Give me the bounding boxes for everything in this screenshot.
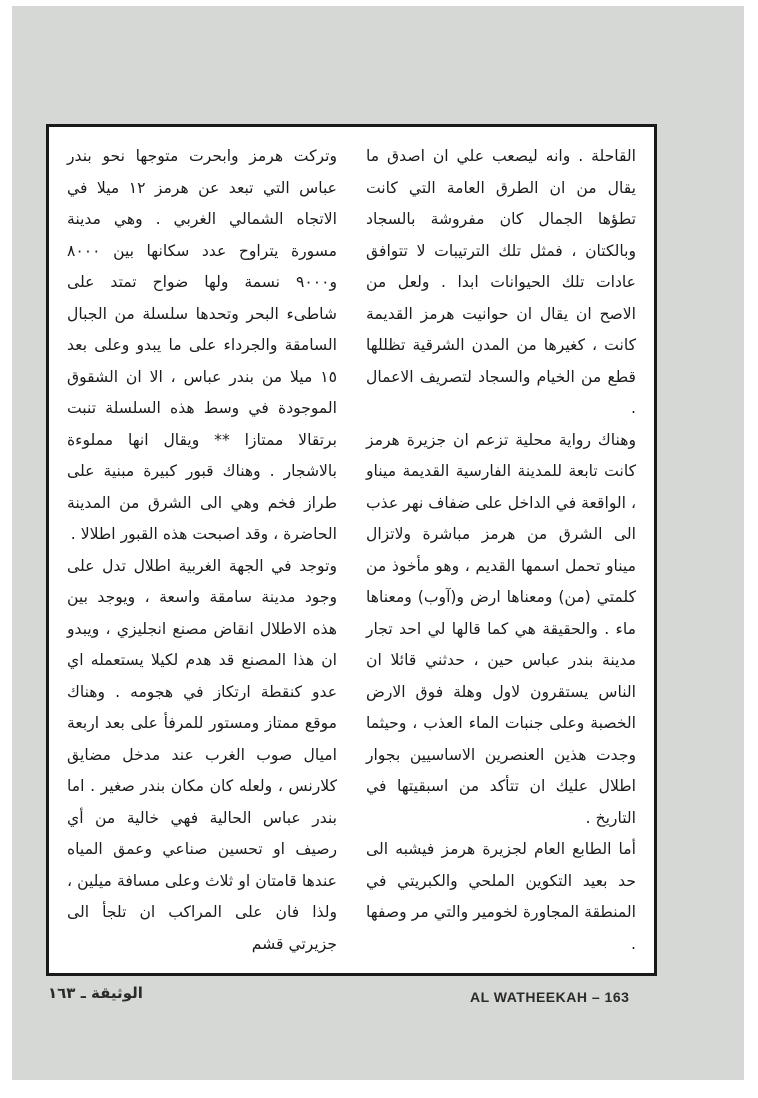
footer-english-page-number: AL WATHEEKAH – 163 (470, 989, 630, 1005)
column-right (366, 141, 636, 960)
paragraph: أما الطابع العام لجزيرة هرمز فيشبه الى حد بعيد التكوين الملحي والكبريتي في المنطقة المجاورة لخومير والتي مر وصفها . (366, 840, 636, 953)
paragraph: وتركت هرمز وابحرت متوجها نحو بندر عباس التي تبعد عن هرمز ١٢ ميلا في الاتجاه الشمالي الغربي . وهي مدينة مسورة يتراوح عدد سكانها بين ٨٠٠٠ و٩٠٠٠ نسمة ولها ضواح تمتد على شاطىء البحر وتحدها سلسلة من الجبال السامقة والجرداء على ما يبدو وعلى بعد ١٥ ميلا من بندر عباس ، الا ان الشقوق الموجودة في وسط هذه السلسلة تنبت برتقالا ممتازا ** ويقال انها مملوءة بالاشجار . وهناك قبور كبيرة مبنية على طراز فخم وهي الى الشرق من المدينة الحاضرة ، وقد اصبحت هذه القبور اطلالا . (67, 147, 337, 543)
paragraph: وهناك رواية محلية تزعم ان جزيرة هرمز كانت تابعة للمدينة الفارسية القديمة ميناو ، الواقعة في الداخل على ضفاف نهر عذب الى الشرق من هرمز مباشرة ولاتزال ميناو تحمل اسمها القديم ، وهو مأخوذ من كلمتي (من) ومعناها ارض و(آوب) ومعناها ماء . والحقيقة هي كما قالها لي احد تجار مدينة بندر عباس حين ، حدثني قائلا ان الناس يستقرون لاول وهلة فوق الارض الخصبة وعلى جنبات الماء العذب ، وحيثما وجدت هذين العنصرين الاساسيين بجوار اطلال عليك ان تتأكد من اسبقيتها في التاريخ . (366, 430, 636, 827)
paragraph: وتوجد في الجهة الغربية اطلال تدل على وجود مدينة سامقة واسعة ، ويوجد بين هذه الاطلال انقاض مصنع انجليزي ، ويبدو ان هذا المصنع قد هدم لكيلا يستعمله اي عدو كنقطة ارتكاز في هجومه . وهناك موقع ممتاز ومستور للمرفأ على بعد اربعة اميال صوب الغرب عند مدخل مضايق كلارنس ، ولعله كان مكان بندر صغير . اما بندر عباس الحالية فهي خالية من أي رصيف او تحسين صناعي وعمق المياه عندها قامتان او ثلاث وعلى مسافة ميلين ، ولذا فان على المراكب ان تلجأ الى جزيرتي قشم (67, 556, 337, 953)
column-left (67, 141, 337, 960)
paragraph: القاحلة . وانه ليصعب علي ان اصدق ما يقال من ان الطرق العامة التي كانت تطؤها الجمال كان مفروشة بالسجاد وبالكتان ، فمثل تلك الترتيبات لا تتوافق عادات تلك الحيوانات ابدا . ولعل من الاصح ان يقال ان حوانيت هرمز القديمة كانت ، كغيرها من المدن الشرقية تظللها قطع من الخيام والسجاد لتصريف الاعمال . (366, 147, 636, 417)
footer-arabic-page-number: الوثيقة ـ ١٦٣ (48, 984, 143, 1002)
text-frame (46, 124, 657, 976)
